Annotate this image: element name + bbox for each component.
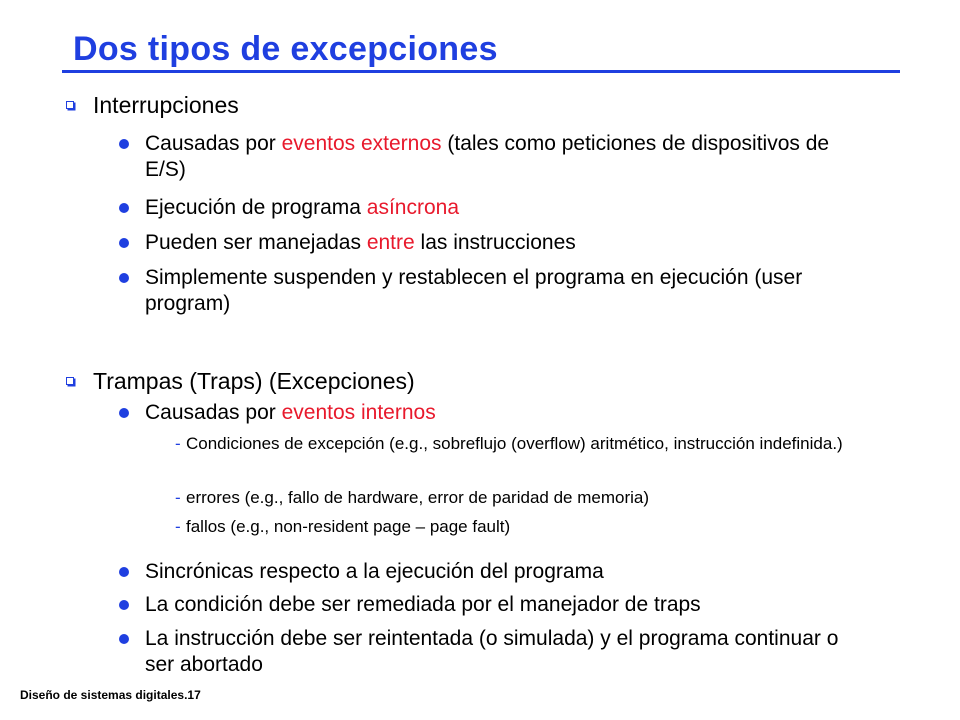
highlight-text: asíncrona (366, 196, 460, 219)
square-bullet-icon (66, 101, 74, 109)
list-item (145, 131, 835, 183)
dot-bullet-icon (119, 634, 129, 644)
highlight-text: eventos externos (281, 132, 442, 155)
list-item (145, 230, 576, 256)
list-item (145, 195, 459, 221)
list-item: La condición debe ser remediada por el manejador de traps (145, 593, 701, 616)
item-text: (tales como peticiones de dispositivos de E/S) (145, 132, 830, 181)
dot-bullet-icon (119, 600, 129, 610)
sub-list-item: errores (e.g., fallo de hardware, error de paridad de memoria) (186, 488, 649, 507)
dot-bullet-icon (119, 273, 129, 283)
dash-bullet-icon: - (175, 488, 181, 507)
list-item: Sincrónicas respecto a la ejecución del programa (145, 560, 604, 583)
item-text: Causadas por (145, 132, 282, 155)
dot-bullet-icon (119, 408, 129, 418)
highlight-text: entre (366, 231, 415, 254)
slide-footer: Diseño de sistemas digitales.17 (20, 688, 201, 702)
highlight-text: eventos internos (281, 401, 436, 424)
item-text: Ejecución de programa (145, 196, 367, 219)
title-underline (62, 70, 900, 73)
sub-list-item: Condiciones de excepción (e.g., sobreflujo (overflow) aritmético, instrucción indefinida.) (186, 434, 843, 453)
list-item: Simplemente suspenden y restablecen el programa en ejecución (user program) (145, 266, 803, 315)
slide-title: Dos tipos de excepciones (73, 30, 498, 68)
dot-bullet-icon (119, 238, 129, 248)
dash-bullet-icon: - (175, 517, 181, 536)
square-bullet-icon (66, 377, 74, 385)
item-text: las instrucciones (414, 231, 576, 254)
dot-bullet-icon (119, 567, 129, 577)
item-text: Causadas por (145, 401, 282, 424)
dot-bullet-icon (119, 203, 129, 213)
list-item: La instrucción debe ser reintentada (o simulada) y el programa continuar o ser abortado (145, 627, 839, 676)
sub-list-item: fallos (e.g., non-resident page – page fault) (186, 517, 511, 536)
section-heading-interrupciones: Interrupciones (93, 92, 239, 118)
dash-bullet-icon: - (175, 434, 181, 453)
list-item (145, 400, 436, 426)
item-text: Pueden ser manejadas (145, 231, 367, 254)
dot-bullet-icon (119, 139, 129, 149)
section-heading-trampas: Trampas (Traps) (Excepciones) (93, 368, 415, 394)
